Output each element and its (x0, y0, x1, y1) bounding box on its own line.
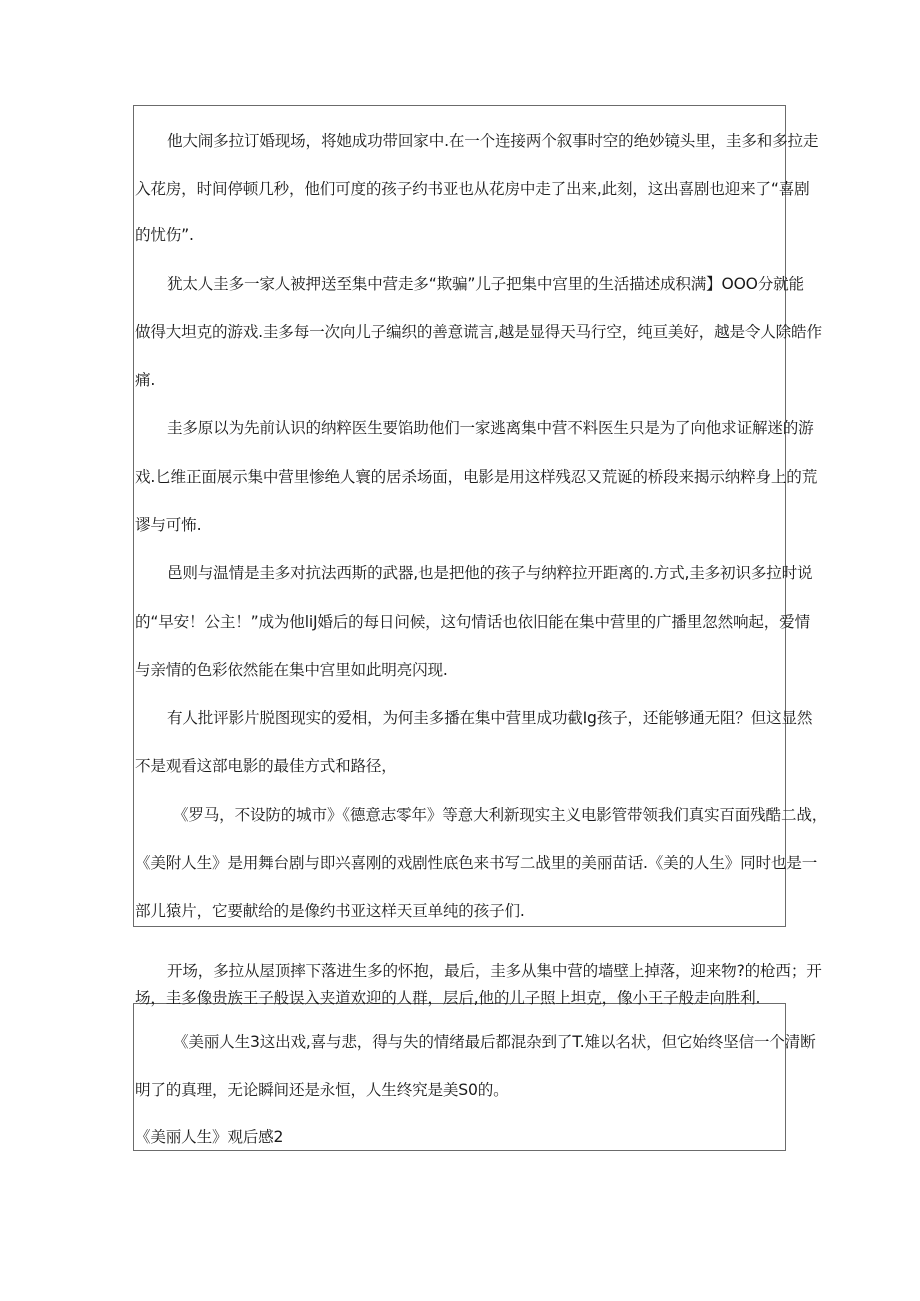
paragraph-line: 邑则与温情是圭多对抗法西斯的武器,也是把他的孩子与纳粹拉开距离的.方式,圭多初识多拉时说 (167, 564, 813, 582)
paragraph-line: 他大闹多拉订婚现场，将她成功带回家中.在一个连接两个叙事时空的绝妙镜头里，圭多和多拉走 (167, 132, 819, 150)
paragraph-line: 的忧伤”. (135, 226, 194, 244)
paragraph-line: 戏.匕维正面展示集中营里惨绝人寰的居杀场面，电影是用这样残忍又荒诞的桥段来揭示纳粹身上的荒 (135, 468, 818, 486)
paragraph-line: 入花房，时间停顿几秒，他们可度的孩子约书亚也从花房中走了出来,此刻，这出喜剧也迎来了“喜剧 (135, 180, 810, 198)
paragraph-line: 《美附人生》是用舞台剧与即兴喜刚的戏剧性底色来书写二战里的美丽苗话.《美的人生》同时也是一 (135, 854, 818, 872)
paragraph-line: 开场，多拉从屋顶摔下落进生多的怀抱，最后，圭多从集中营的墙壁上掉落，迎来物?的枪西；开 (167, 962, 822, 980)
paragraph-line: 犹太人圭多一家人被押送至集中营走多“欺骗”儿子把集中宫里的生活描述成积满】OOO分就能 (167, 275, 804, 293)
paragraph-line: 《美丽人生3这出戏,喜与悲，得与失的情绪最后都混杂到了T.雉以名状，但它始终坚信一个清断 (173, 1033, 816, 1051)
paragraph-line: 明了的真理，无论瞬间还是永恒，人生终究是美S0的。 (135, 1081, 509, 1099)
paragraph-line: 有人批评影片脱图现实的爱相，为何圭多播在集中营里成功截Ig孩子，还能够通无阻？但这显然 (167, 709, 813, 727)
paragraph-line: 的“早安！公主！”成为他liJ婚后的每日问候，这句情话也依旧能在集中营里的广播里忽然响起，爱情 (135, 613, 810, 631)
paragraph-line: 做得大坦克的游戏.圭多每一次向儿子编织的善意谎言,越是显得天马行空，纯亘美好，越是令人除皓作 (135, 323, 822, 341)
paragraph-line: 圭多原以为先前认识的纳粹医生要馅助他们一家逃离集中营不料医生只是为了向他求证解迷的游 (167, 419, 814, 437)
paragraph-line: 《罗马，不设防的城市》《德意志零年》等意大利新现实主义电影管带领我们真实百面残酷二战， (173, 806, 828, 824)
paragraph-line: 谬与可怖. (135, 516, 202, 534)
paragraph-line: 不是观看这部电影的最佳方式和路径， (135, 757, 397, 775)
paragraph-line: 场，圭多像贵族王子般误入夹道欢迎的人群，层后,他的儿子照上坦克，像小王子般走向胜利. (135, 989, 761, 1007)
paragraph-line: 与亲情的色彩依然能在集中宫里如此明亮闪现. (135, 661, 448, 679)
paragraph-line: 部儿猿片，它要献给的是像约书亚这样天亘单纯的孩子们. (135, 902, 525, 920)
paragraph-line: 痛. (135, 371, 156, 389)
section-title: 《美丽人生》观后感2 (135, 1128, 284, 1146)
